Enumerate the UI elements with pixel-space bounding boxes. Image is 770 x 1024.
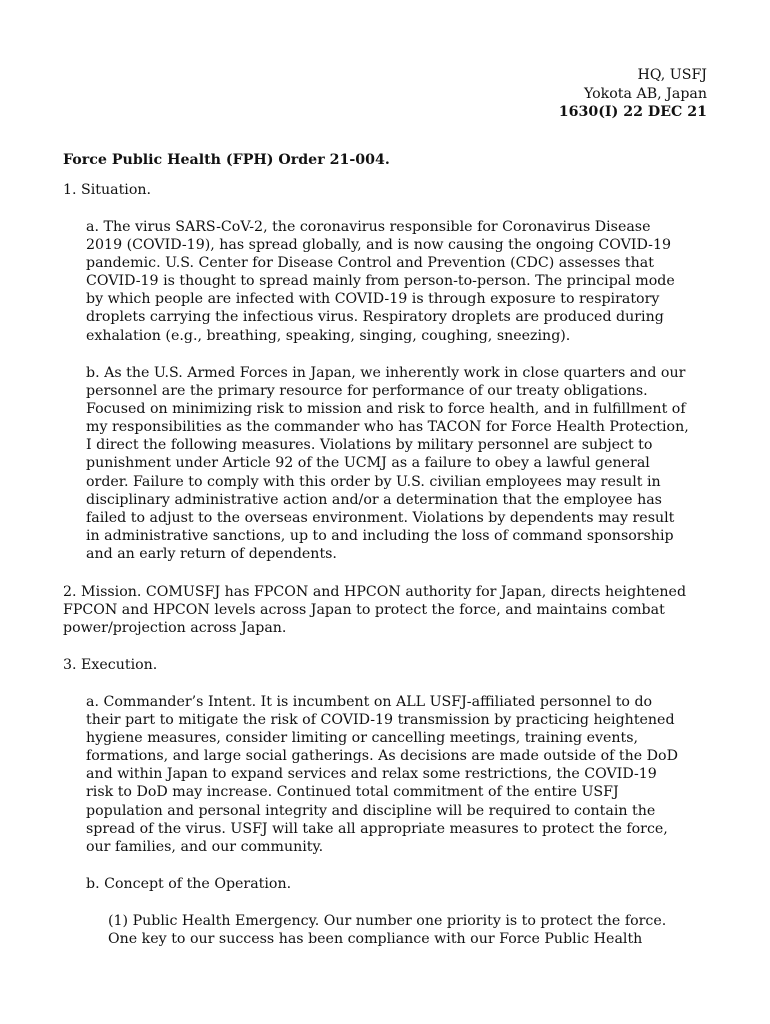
execution-heading: 3. Execution. bbox=[63, 657, 158, 673]
header-organization: HQ, USFJ bbox=[637, 67, 707, 83]
text-line: order. Failure to comply with this order by U.S. civilian employees may result in bbox=[86, 473, 661, 490]
situation-paragraph-b bbox=[86, 364, 689, 563]
text-line: Focused on minimizing risk to mission and risk to force health, and in fulfillment of bbox=[86, 401, 686, 418]
text-line: their part to mitigate the risk of COVID-19 transmission by practicing heightened bbox=[86, 712, 675, 729]
text-line: a. Commander’s Intent. It is incumbent on ALL USFJ-affiliated personnel to do bbox=[86, 694, 653, 710]
text-line: COVID-19 is thought to spread mainly from person-to-person. The principal mode bbox=[86, 273, 675, 290]
document-header bbox=[559, 66, 707, 122]
text-line: failed to adjust to the overseas environment. Violations by dependents may result bbox=[86, 509, 675, 526]
text-line: disciplinary administrative action and/or a determination that the employee has bbox=[86, 491, 662, 508]
text-line: personnel are the primary resource for performance of our treaty obligations. bbox=[86, 383, 648, 400]
text-line: punishment under Article 92 of the UCMJ as a failure to obey a lawful general bbox=[86, 455, 650, 472]
text-line: a. The virus SARS-CoV-2, the coronavirus responsible for Coronavirus Disease bbox=[86, 219, 651, 235]
mission-paragraph bbox=[63, 583, 686, 637]
text-line: population and personal integrity and discipline will be required to contain the bbox=[86, 802, 656, 819]
text-line: droplets carrying the infectious virus. Respiratory droplets are produced during bbox=[86, 309, 664, 326]
text-line: spread of the virus. USFJ will take all appropriate measures to protect the force, bbox=[86, 820, 668, 837]
text-line: and an early return of dependents. bbox=[86, 545, 337, 562]
text-line: (1) Public Health Emergency. Our number one priority is to protect the force. bbox=[108, 913, 667, 929]
situation-heading: 1. Situation. bbox=[63, 182, 152, 198]
text-line: in administrative sanctions, up to and including the loss of command sponsorship bbox=[86, 527, 674, 544]
text-line: by which people are infected with COVID-19 is through exposure to respiratory bbox=[86, 291, 660, 308]
text-line: and within Japan to expand services and relax some restrictions, the COVID-19 bbox=[86, 766, 657, 783]
text-line: b. As the U.S. Armed Forces in Japan, we inherently work in close quarters and our bbox=[86, 365, 686, 381]
header-datetime: 1630(I) 22 DEC 21 bbox=[558, 104, 707, 120]
text-line: our families, and our community. bbox=[86, 838, 324, 855]
document-title: Force Public Health (FPH) Order 21-004. bbox=[63, 152, 390, 168]
text-line: One key to our success has been compliance with our Force Public Health bbox=[108, 931, 643, 948]
execution-b1-paragraph bbox=[108, 912, 666, 948]
text-line: pandemic. U.S. Center for Disease Control and Prevention (CDC) assesses that bbox=[86, 255, 654, 272]
situation-paragraph-a bbox=[86, 218, 675, 345]
text-line: FPCON and HPCON levels across Japan to protect the force, and maintains combat bbox=[63, 602, 665, 619]
execution-b-heading: b. Concept of the Operation. bbox=[86, 876, 292, 892]
text-line: I direct the following measures. Violations by military personnel are subject to bbox=[86, 437, 653, 454]
text-line: 2019 (COVID-19), has spread globally, and is now causing the ongoing COVID-19 bbox=[86, 237, 672, 254]
text-line: risk to DoD may increase. Continued total commitment of the entire USFJ bbox=[86, 784, 619, 801]
text-line: hygiene measures, consider limiting or cancelling meetings, training events, bbox=[86, 730, 639, 747]
text-line: formations, and large social gatherings. As decisions are made outside of the DoD bbox=[86, 748, 678, 765]
header-location: Yokota AB, Japan bbox=[584, 85, 707, 102]
text-line: exhalation (e.g., breathing, speaking, singing, coughing, sneezing). bbox=[86, 327, 571, 344]
text-line: 2. Mission. COMUSFJ has FPCON and HPCON authority for Japan, directs heightened bbox=[63, 584, 687, 600]
execution-paragraph-a bbox=[86, 693, 678, 856]
text-line: power/projection across Japan. bbox=[63, 620, 287, 637]
text-line: my responsibilities as the commander who has TACON for Force Health Protection, bbox=[86, 419, 689, 436]
